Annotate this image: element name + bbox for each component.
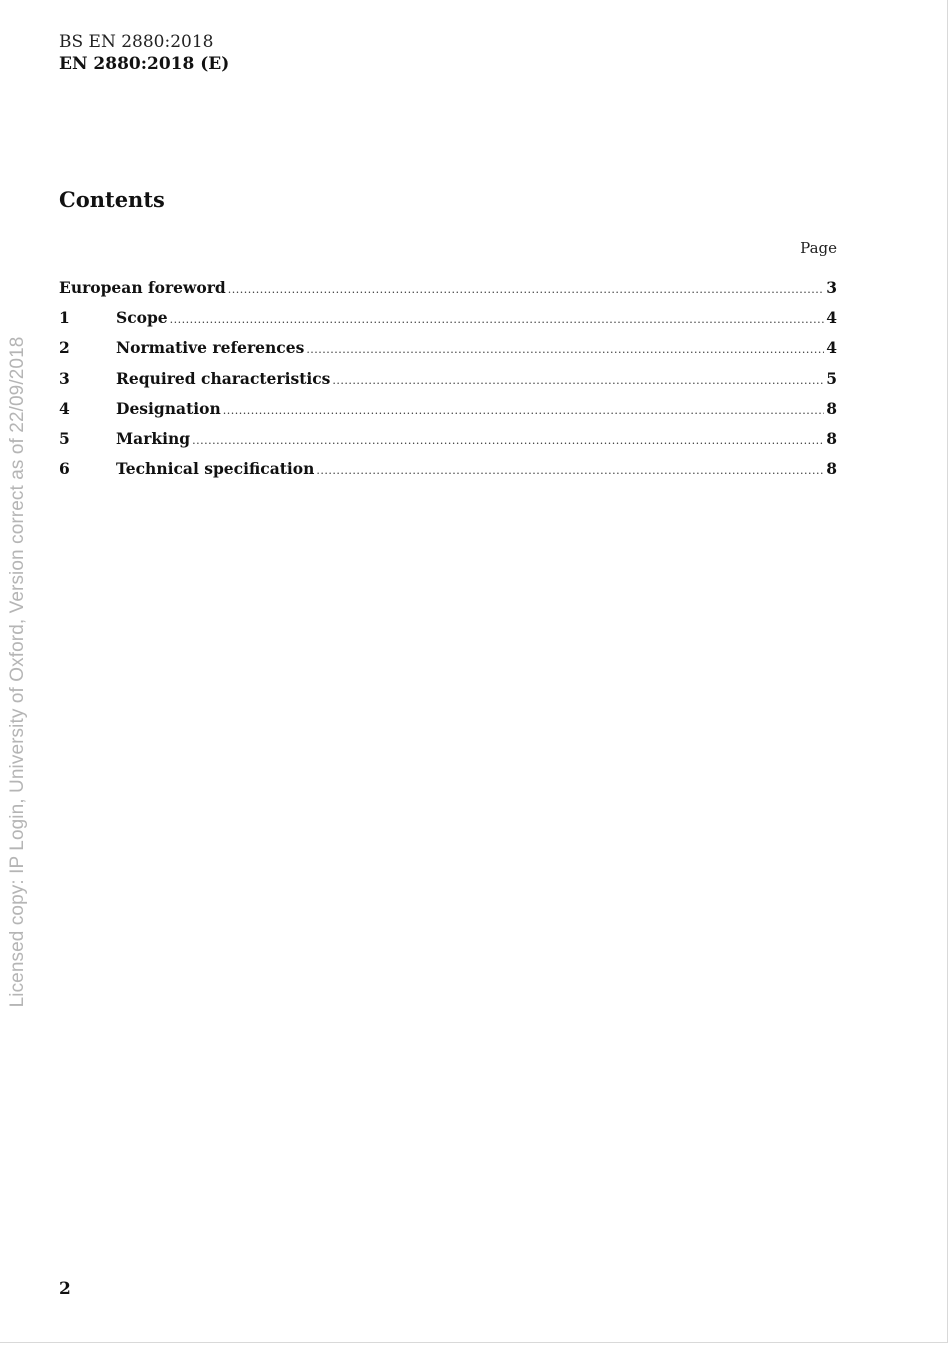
toc-entry-page[interactable]: 4	[826, 308, 837, 328]
toc-entry-required-characteristics[interactable]	[59, 369, 837, 399]
toc-dot-leader	[316, 464, 824, 477]
toc-entry-number: 6	[59, 459, 70, 479]
toc-entry-page[interactable]: 4	[826, 338, 837, 358]
toc-dot-leader	[223, 404, 824, 417]
toc-dot-leader	[192, 434, 824, 447]
toc-entry-normative-references[interactable]	[59, 338, 837, 368]
page-column-label: Page	[800, 239, 837, 257]
toc-dot-leader	[170, 313, 825, 326]
toc-dot-leader	[332, 374, 824, 387]
toc-entry-number: 5	[59, 428, 70, 448]
toc-entry-number: 4	[59, 398, 70, 418]
toc-entry-title[interactable]: Required characteristics	[116, 368, 331, 388]
standard-reference-edition: EN 2880:2018 (E)	[59, 54, 230, 74]
toc-entry-designation[interactable]	[59, 399, 837, 429]
toc-entry-title[interactable]: Technical specification	[116, 459, 315, 479]
toc-entry-number: 1	[59, 308, 70, 328]
toc-entry-title[interactable]: Marking	[116, 428, 191, 448]
toc-entry-page[interactable]: 3	[826, 278, 837, 297]
toc-entry-title[interactable]: Scope	[116, 308, 168, 328]
toc-dot-leader	[228, 283, 824, 296]
toc-entry-title[interactable]: European foreword	[59, 278, 226, 297]
toc-entry-number: 2	[59, 338, 70, 358]
toc-entry-technical-specification[interactable]	[59, 459, 837, 489]
toc-entry-marking[interactable]	[59, 429, 837, 459]
toc-entry-page[interactable]: 8	[826, 459, 837, 479]
license-watermark: Licensed copy: IP Login, University of Oxford, Version correct as of 22/09/2018	[7, 336, 28, 1008]
page-number: 2	[59, 1279, 71, 1299]
standard-reference: BS EN 2880:2018	[59, 32, 214, 52]
toc-entry-scope[interactable]	[59, 308, 837, 338]
contents-heading: Contents	[59, 187, 165, 212]
toc-entry-page[interactable]: 5	[826, 368, 837, 388]
toc-entry-title[interactable]: Designation	[116, 398, 221, 418]
toc-entry-european-foreword[interactable]	[59, 278, 837, 308]
toc-entry-title[interactable]: Normative references	[116, 338, 305, 358]
table-of-contents	[59, 278, 837, 489]
toc-entry-page[interactable]: 8	[826, 428, 837, 448]
toc-entry-number: 3	[59, 368, 70, 388]
toc-dot-leader	[306, 343, 824, 356]
toc-entry-page[interactable]: 8	[826, 398, 837, 418]
